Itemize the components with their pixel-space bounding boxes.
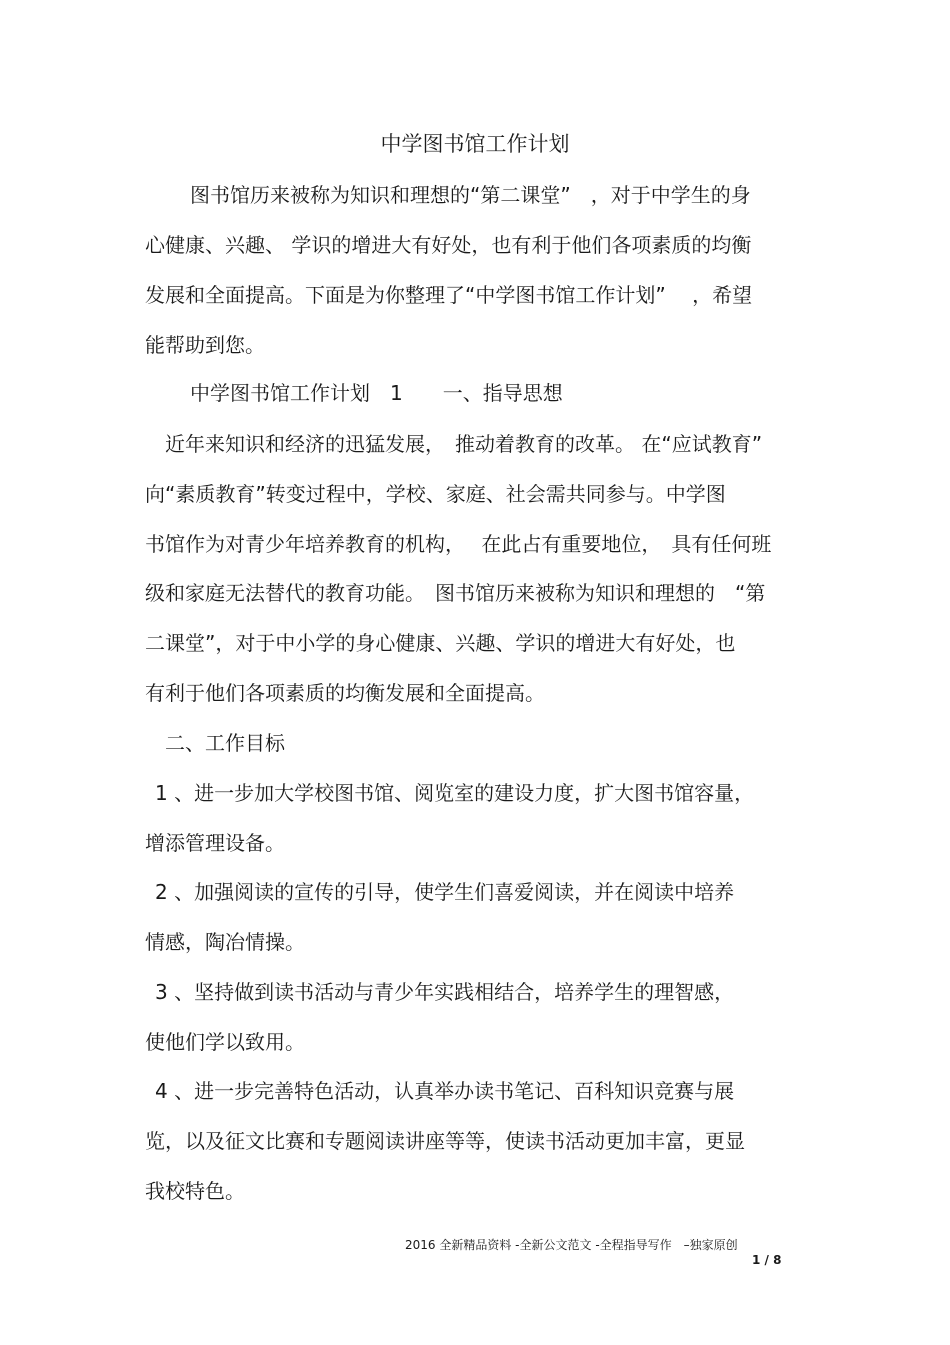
document-title: 中学图书馆工作计划	[380, 132, 570, 156]
paragraph-line-3: 发展和全面提高。下面是为你整理了“中学图书馆工作计划” ，希望	[145, 283, 753, 307]
goal-1-line-2: 增添管理设备。	[145, 831, 285, 855]
section-heading-goals: 二、工作目标	[165, 731, 285, 755]
goal-1-line-1: 1 、进一步加大学校图书馆、阅览室的建设力度，扩大图书馆容量，	[155, 781, 755, 805]
page-number: 1 / 8	[752, 1253, 782, 1267]
goal-2-line-1: 2 、加强阅读的宣传的引导，使学生们喜爱阅读，并在阅读中培养	[155, 880, 735, 904]
goal-3-line-1: 3 、坚持做到读书活动与青少年实践相结合，培养学生的理智感，	[155, 980, 735, 1004]
footer-tagline: 2016 全新精品资料 -全新公文范文 -全程指导写作 –独家原创	[405, 1238, 738, 1252]
paragraph-line-7: 书馆作为对青少年培养教育的机构， 在此占有重要地位， 具有任何班	[145, 532, 772, 556]
goal-4-line-2: 览，以及征文比赛和专题阅读讲座等等，使读书活动更加丰富，更显	[145, 1129, 745, 1153]
paragraph-line-6: 向“素质教育”转变过程中，学校、家庭、社会需共同参与。中学图	[145, 482, 726, 506]
paragraph-line-9: 二课堂”，对于中小学的身心健康、兴趣、学识的增进大有好处，也	[145, 631, 736, 655]
paragraph-line-8: 级和家庭无法替代的教育功能。 图书馆历来被称为知识和理想的 “第	[145, 581, 766, 605]
section-heading-plan-1: 中学图书馆工作计划 1 一、指导思想	[190, 381, 563, 405]
paragraph-line-2: 心健康、兴趣、 学识的增进大有好处，也有利于他们各项素质的均衡	[145, 233, 752, 257]
goal-4-line-3: 我校特色。	[145, 1179, 245, 1203]
paragraph-line-4: 能帮助到您。	[145, 333, 265, 357]
paragraph-line-1: 图书馆历来被称为知识和理想的“第二课堂” ，对于中学生的身	[190, 183, 751, 207]
goal-4-line-1: 4 、进一步完善特色活动，认真举办读书笔记、百科知识竞赛与展	[155, 1079, 735, 1103]
goal-2-line-2: 情感，陶冶情操。	[145, 930, 305, 954]
paragraph-line-5: 近年来知识和经济的迅猛发展， 推动着教育的改革。 在“应试教育”	[165, 432, 763, 456]
goal-3-line-2: 使他们学以致用。	[145, 1030, 305, 1054]
paragraph-line-10: 有利于他们各项素质的均衡发展和全面提高。	[145, 681, 545, 705]
